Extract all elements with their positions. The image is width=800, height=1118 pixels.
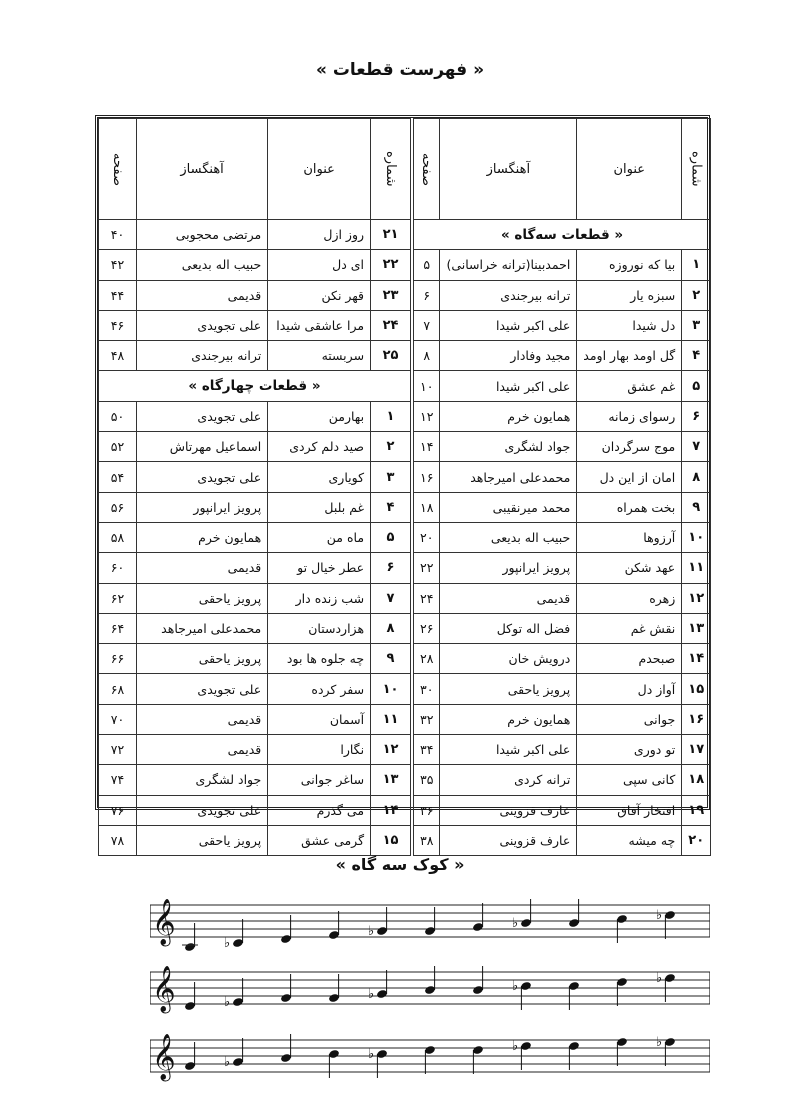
row-title: گرمی عشق: [268, 825, 371, 855]
row-number: ۱۰: [371, 674, 411, 704]
row-page: ۴۴: [99, 280, 137, 310]
row-title: صید دلم کردی: [268, 432, 371, 462]
note-icon: [472, 966, 484, 995]
row-number: ۶: [371, 553, 411, 583]
row-composer: ترانه بیرجندی: [136, 341, 267, 371]
row-page: ۵۸: [99, 522, 137, 552]
note-icon: [424, 1045, 436, 1074]
row-title: سربسته: [268, 341, 371, 371]
row-title: کویاری: [268, 462, 371, 492]
note-icon: [616, 914, 628, 943]
row-number: ۱۴: [682, 644, 711, 674]
row-composer: ترانه بیرجندی: [440, 280, 577, 310]
row-page: ۶: [414, 280, 440, 310]
row-composer: حبیب اله بدیعی: [136, 250, 267, 280]
table-row: [99, 492, 411, 522]
music-staff-2: [150, 962, 710, 1022]
row-composer: محمدعلی امیرجاهد: [136, 613, 267, 643]
row-number: ۴: [682, 341, 711, 371]
row-number: ۴: [371, 492, 411, 522]
note-icon: [280, 974, 292, 1003]
row-page: ۶۴: [99, 613, 137, 643]
treble-clef-icon: 𝄞: [152, 966, 176, 1012]
row-number: ۲۳: [371, 280, 411, 310]
row-page: ۸: [414, 341, 440, 371]
row-composer: همایون خرم: [440, 401, 577, 431]
row-page: ۱۲: [414, 401, 440, 431]
row-page: ۷۴: [99, 765, 137, 795]
section-row: [99, 371, 411, 401]
row-title: ای دل: [268, 250, 371, 280]
row-title: بیا که نوروزه: [577, 250, 682, 280]
row-composer: همایون خرم: [440, 704, 577, 734]
row-title: آواز دل: [577, 674, 682, 704]
row-composer: علی تجویدی: [136, 310, 267, 340]
treble-clef-icon: 𝄞: [152, 899, 176, 945]
row-title: جوانی: [577, 704, 682, 734]
row-number: ۱۲: [371, 735, 411, 765]
row-page: ۲۴: [414, 583, 440, 613]
row-number: ۱: [371, 401, 411, 431]
note-icon: [368, 970, 388, 1002]
row-title: عطر خیال تو: [268, 553, 371, 583]
note-icon: [616, 1037, 628, 1066]
note-icon: [424, 907, 436, 936]
row-composer: جواد لشگری: [440, 432, 577, 462]
row-title: زهره: [577, 583, 682, 613]
note-icon: [224, 1038, 244, 1070]
row-composer: پرویز یاحقی: [136, 825, 267, 855]
table-row: [414, 310, 711, 340]
row-page: ۷۰: [99, 704, 137, 734]
row-page: ۲۶: [414, 613, 440, 643]
section-title-segah: « قطعات سه‌گاه »: [414, 220, 711, 250]
svg-text:♭: ♭: [224, 995, 231, 1010]
row-title: مرا عاشقی شیدا: [268, 310, 371, 340]
row-page: ۲۲: [414, 553, 440, 583]
svg-text:♭: ♭: [512, 916, 519, 931]
table-row: [414, 371, 711, 401]
row-number: ۱۶: [682, 704, 711, 734]
row-title: آرزوها: [577, 522, 682, 552]
row-number: ۱۳: [371, 765, 411, 795]
section-title-chahargah: « قطعات چهارگاه »: [99, 371, 411, 401]
row-title: شب زنده دار: [268, 583, 371, 613]
note-icon: [184, 1042, 196, 1071]
table-row: [99, 553, 411, 583]
header-composer: آهنگساز: [136, 119, 267, 220]
note-icon: [224, 978, 244, 1010]
row-number: ۸: [682, 462, 711, 492]
row-page: ۵۶: [99, 492, 137, 522]
note-icon: [512, 979, 532, 1010]
row-number: ۲۵: [371, 341, 411, 371]
table-row: [414, 250, 711, 280]
header-page: صفحه: [99, 119, 137, 220]
row-number: ۱۳: [682, 613, 711, 643]
row-composer: درویش خان: [440, 644, 577, 674]
row-page: ۲۸: [414, 644, 440, 674]
row-title: چه جلوه ها بود: [268, 644, 371, 674]
row-title: قهر نکن: [268, 280, 371, 310]
row-title: ساغر جوانی: [268, 765, 371, 795]
row-page: ۵۰: [99, 401, 137, 431]
row-page: ۴۰: [99, 220, 137, 250]
row-page: ۶۰: [99, 553, 137, 583]
note-icon: [568, 899, 580, 928]
row-title: تو دوری: [577, 735, 682, 765]
row-number: ۱۲: [682, 583, 711, 613]
table-row: [414, 825, 711, 855]
row-composer: قدیمی: [440, 583, 577, 613]
row-number: ۳: [371, 462, 411, 492]
table-row: [414, 280, 711, 310]
row-page: ۴۶: [99, 310, 137, 340]
row-composer: اسماعیل مهرتاش: [136, 432, 267, 462]
table-row: [414, 735, 711, 765]
row-page: ۴۸: [99, 341, 137, 371]
row-number: ۹: [371, 644, 411, 674]
note-icon: [224, 919, 244, 951]
note-icon: [368, 1047, 388, 1078]
row-page: ۳۴: [414, 735, 440, 765]
row-title: سبزه یار: [577, 280, 682, 310]
row-number: ۱۷: [682, 735, 711, 765]
header-row: [414, 119, 711, 220]
row-page: ۱۸: [414, 492, 440, 522]
header-composer: آهنگساز: [440, 119, 577, 220]
svg-text:♭: ♭: [656, 908, 663, 923]
music-staff-3: [150, 1030, 710, 1090]
row-title: هزاردستان: [268, 613, 371, 643]
row-page: ۶۸: [99, 674, 137, 704]
header-number: شماره: [371, 119, 411, 220]
row-number: ۱۰: [682, 522, 711, 552]
note-icon: [184, 982, 196, 1011]
table-row: [99, 704, 411, 734]
treble-clef-icon: 𝄞: [152, 1034, 176, 1080]
row-composer: قدیمی: [136, 735, 267, 765]
row-title: گل اومد بهار اومد: [577, 341, 682, 371]
svg-text:♭: ♭: [656, 1035, 663, 1050]
row-page: ۶۶: [99, 644, 137, 674]
row-number: ۱۱: [682, 553, 711, 583]
row-composer: محمدعلی امیرجاهد: [440, 462, 577, 492]
row-number: ۷: [371, 583, 411, 613]
table-row: [414, 341, 711, 371]
header-title: عنوان: [577, 119, 682, 220]
row-page: ۴۲: [99, 250, 137, 280]
row-composer: علی اکبر شیدا: [440, 310, 577, 340]
row-number: ۷: [682, 432, 711, 462]
row-page: ۳۶: [414, 795, 440, 825]
row-page: ۳۲: [414, 704, 440, 734]
row-number: ۲: [682, 280, 711, 310]
row-page: ۷۸: [99, 825, 137, 855]
header-title: عنوان: [268, 119, 371, 220]
row-title: صبحدم: [577, 644, 682, 674]
row-composer: پرویز یاحقی: [136, 583, 267, 613]
row-page: ۷: [414, 310, 440, 340]
table-row: [99, 644, 411, 674]
note-icon: [368, 907, 388, 939]
row-number: ۱۸: [682, 765, 711, 795]
row-composer: ترانه کردی: [440, 765, 577, 795]
table-row: [99, 825, 411, 855]
table-row: [414, 462, 711, 492]
table-row: [99, 280, 411, 310]
row-number: ۵: [371, 522, 411, 552]
row-number: ۹: [682, 492, 711, 522]
row-title: افتخار آفاق: [577, 795, 682, 825]
table-row: [99, 432, 411, 462]
table-row: [99, 220, 411, 250]
note-icon: [328, 911, 340, 940]
row-number: ۲۱: [371, 220, 411, 250]
row-page: ۳۸: [414, 825, 440, 855]
row-page: ۱۶: [414, 462, 440, 492]
row-page: ۵: [414, 250, 440, 280]
table-row: [99, 674, 411, 704]
table-row: [99, 310, 411, 340]
table-row: [414, 795, 711, 825]
row-composer: مرتضی محجوبی: [136, 220, 267, 250]
table-row: [99, 462, 411, 492]
svg-text:♭: ♭: [224, 1055, 231, 1070]
row-composer: عارف قزوینی: [440, 825, 577, 855]
row-composer: پرویز یاحقی: [440, 674, 577, 704]
left-table: [98, 118, 411, 856]
svg-text:♭: ♭: [512, 1039, 519, 1054]
row-composer: علی تجویدی: [136, 401, 267, 431]
header-row: [99, 119, 411, 220]
table-row: [414, 553, 711, 583]
note-icon: [472, 1045, 484, 1074]
note-icon: [280, 1034, 292, 1063]
note-icon: [568, 1041, 580, 1070]
row-composer: احمدبینا(ترانه خراسانی): [440, 250, 577, 280]
music-staff-1: [150, 895, 710, 955]
row-title: می گذرم: [268, 795, 371, 825]
note-icon: [472, 903, 484, 932]
row-title: بخت همراه: [577, 492, 682, 522]
row-title: ماه من: [268, 522, 371, 552]
row-title: روز ازل: [268, 220, 371, 250]
row-title: دل شیدا: [577, 310, 682, 340]
table-row: [414, 522, 711, 552]
row-title: موج سرگردان: [577, 432, 682, 462]
note-icon: [182, 923, 198, 952]
row-page: ۳۰: [414, 674, 440, 704]
row-number: ۳: [682, 310, 711, 340]
row-composer: پرویز یاحقی: [136, 644, 267, 674]
row-composer: حبیب اله بدیعی: [440, 522, 577, 552]
row-title: سفر کرده: [268, 674, 371, 704]
row-title: رسوای زمانه: [577, 401, 682, 431]
row-page: ۷۶: [99, 795, 137, 825]
row-title: غم بلبل: [268, 492, 371, 522]
note-icon: [328, 1049, 340, 1078]
row-number: ۲۲: [371, 250, 411, 280]
table-row: [99, 735, 411, 765]
row-composer: قدیمی: [136, 704, 267, 734]
row-page: ۶۲: [99, 583, 137, 613]
note-icon: [512, 899, 532, 931]
row-title: غم عشق: [577, 371, 682, 401]
row-composer: علی تجویدی: [136, 462, 267, 492]
row-page: ۳۵: [414, 765, 440, 795]
row-number: ۶: [682, 401, 711, 431]
row-number: ۱۵: [371, 825, 411, 855]
note-icon: [328, 974, 340, 1003]
row-page: ۵۴: [99, 462, 137, 492]
row-title: عهد شکن: [577, 553, 682, 583]
row-composer: قدیمی: [136, 553, 267, 583]
tuning-title: « کوک سه گاه »: [335, 855, 465, 874]
row-title: نگارا: [268, 735, 371, 765]
row-composer: علی تجویدی: [136, 674, 267, 704]
row-title: آسمان: [268, 704, 371, 734]
table-row: [99, 613, 411, 643]
table-row: [414, 644, 711, 674]
row-number: ۲۴: [371, 310, 411, 340]
row-number: ۱: [682, 250, 711, 280]
note-icon: [656, 971, 676, 1002]
table-row: [414, 432, 711, 462]
row-composer: علی اکبر شیدا: [440, 371, 577, 401]
table-row: [414, 401, 711, 431]
svg-text:♭: ♭: [368, 924, 375, 939]
row-composer: پرویز ایرانپور: [440, 553, 577, 583]
table-row: [99, 341, 411, 371]
row-composer: پرویز ایرانپور: [136, 492, 267, 522]
row-page: ۱۰: [414, 371, 440, 401]
table-row: [414, 765, 711, 795]
header-page: صفحه: [414, 119, 440, 220]
table-row: [414, 583, 711, 613]
table-row: [99, 765, 411, 795]
row-page: ۵۲: [99, 432, 137, 462]
row-number: ۱۹: [682, 795, 711, 825]
svg-text:♭: ♭: [656, 971, 663, 986]
row-number: ۱۵: [682, 674, 711, 704]
note-icon: [512, 1039, 532, 1070]
row-composer: همایون خرم: [136, 522, 267, 552]
row-composer: جواد لشگری: [136, 765, 267, 795]
row-title: کانی سپی: [577, 765, 682, 795]
table-row: [414, 492, 711, 522]
row-composer: مجید وفادار: [440, 341, 577, 371]
row-number: ۸: [371, 613, 411, 643]
table-row: [99, 522, 411, 552]
table-row: [99, 795, 411, 825]
header-number: شماره: [682, 119, 711, 220]
row-title: نقش غم: [577, 613, 682, 643]
svg-text:♭: ♭: [512, 979, 519, 994]
row-page: ۱۴: [414, 432, 440, 462]
note-icon: [616, 977, 628, 1006]
table-row: [99, 250, 411, 280]
row-title: چه میشه: [577, 825, 682, 855]
row-composer: محمد میرنقیبی: [440, 492, 577, 522]
row-title: امان از این دل: [577, 462, 682, 492]
note-icon: [424, 966, 436, 995]
row-number: ۲: [371, 432, 411, 462]
table-row: [414, 613, 711, 643]
row-composer: فضل اله توکل: [440, 613, 577, 643]
segah-table: [413, 118, 711, 856]
page-title: « فهرست قطعات »: [315, 60, 485, 80]
row-number: ۱۱: [371, 704, 411, 734]
row-composer: علی اکبر شیدا: [440, 735, 577, 765]
table-row: [99, 583, 411, 613]
note-icon: [568, 981, 580, 1010]
svg-text:♭: ♭: [368, 987, 375, 1002]
row-title: بهارمن: [268, 401, 371, 431]
table-row: [99, 401, 411, 431]
row-page: ۲۰: [414, 522, 440, 552]
table-row: [414, 674, 711, 704]
row-page: ۷۲: [99, 735, 137, 765]
row-number: ۲۰: [682, 825, 711, 855]
svg-text:♭: ♭: [224, 936, 231, 951]
row-composer: علی تجویدی: [136, 795, 267, 825]
table-row: [414, 704, 711, 734]
row-composer: قدیمی: [136, 280, 267, 310]
section-row: [414, 220, 711, 250]
note-icon: [280, 915, 292, 944]
row-composer: عارف قزوینی: [440, 795, 577, 825]
row-number: ۱۴: [371, 795, 411, 825]
svg-text:♭: ♭: [368, 1047, 375, 1062]
row-number: ۵: [682, 371, 711, 401]
